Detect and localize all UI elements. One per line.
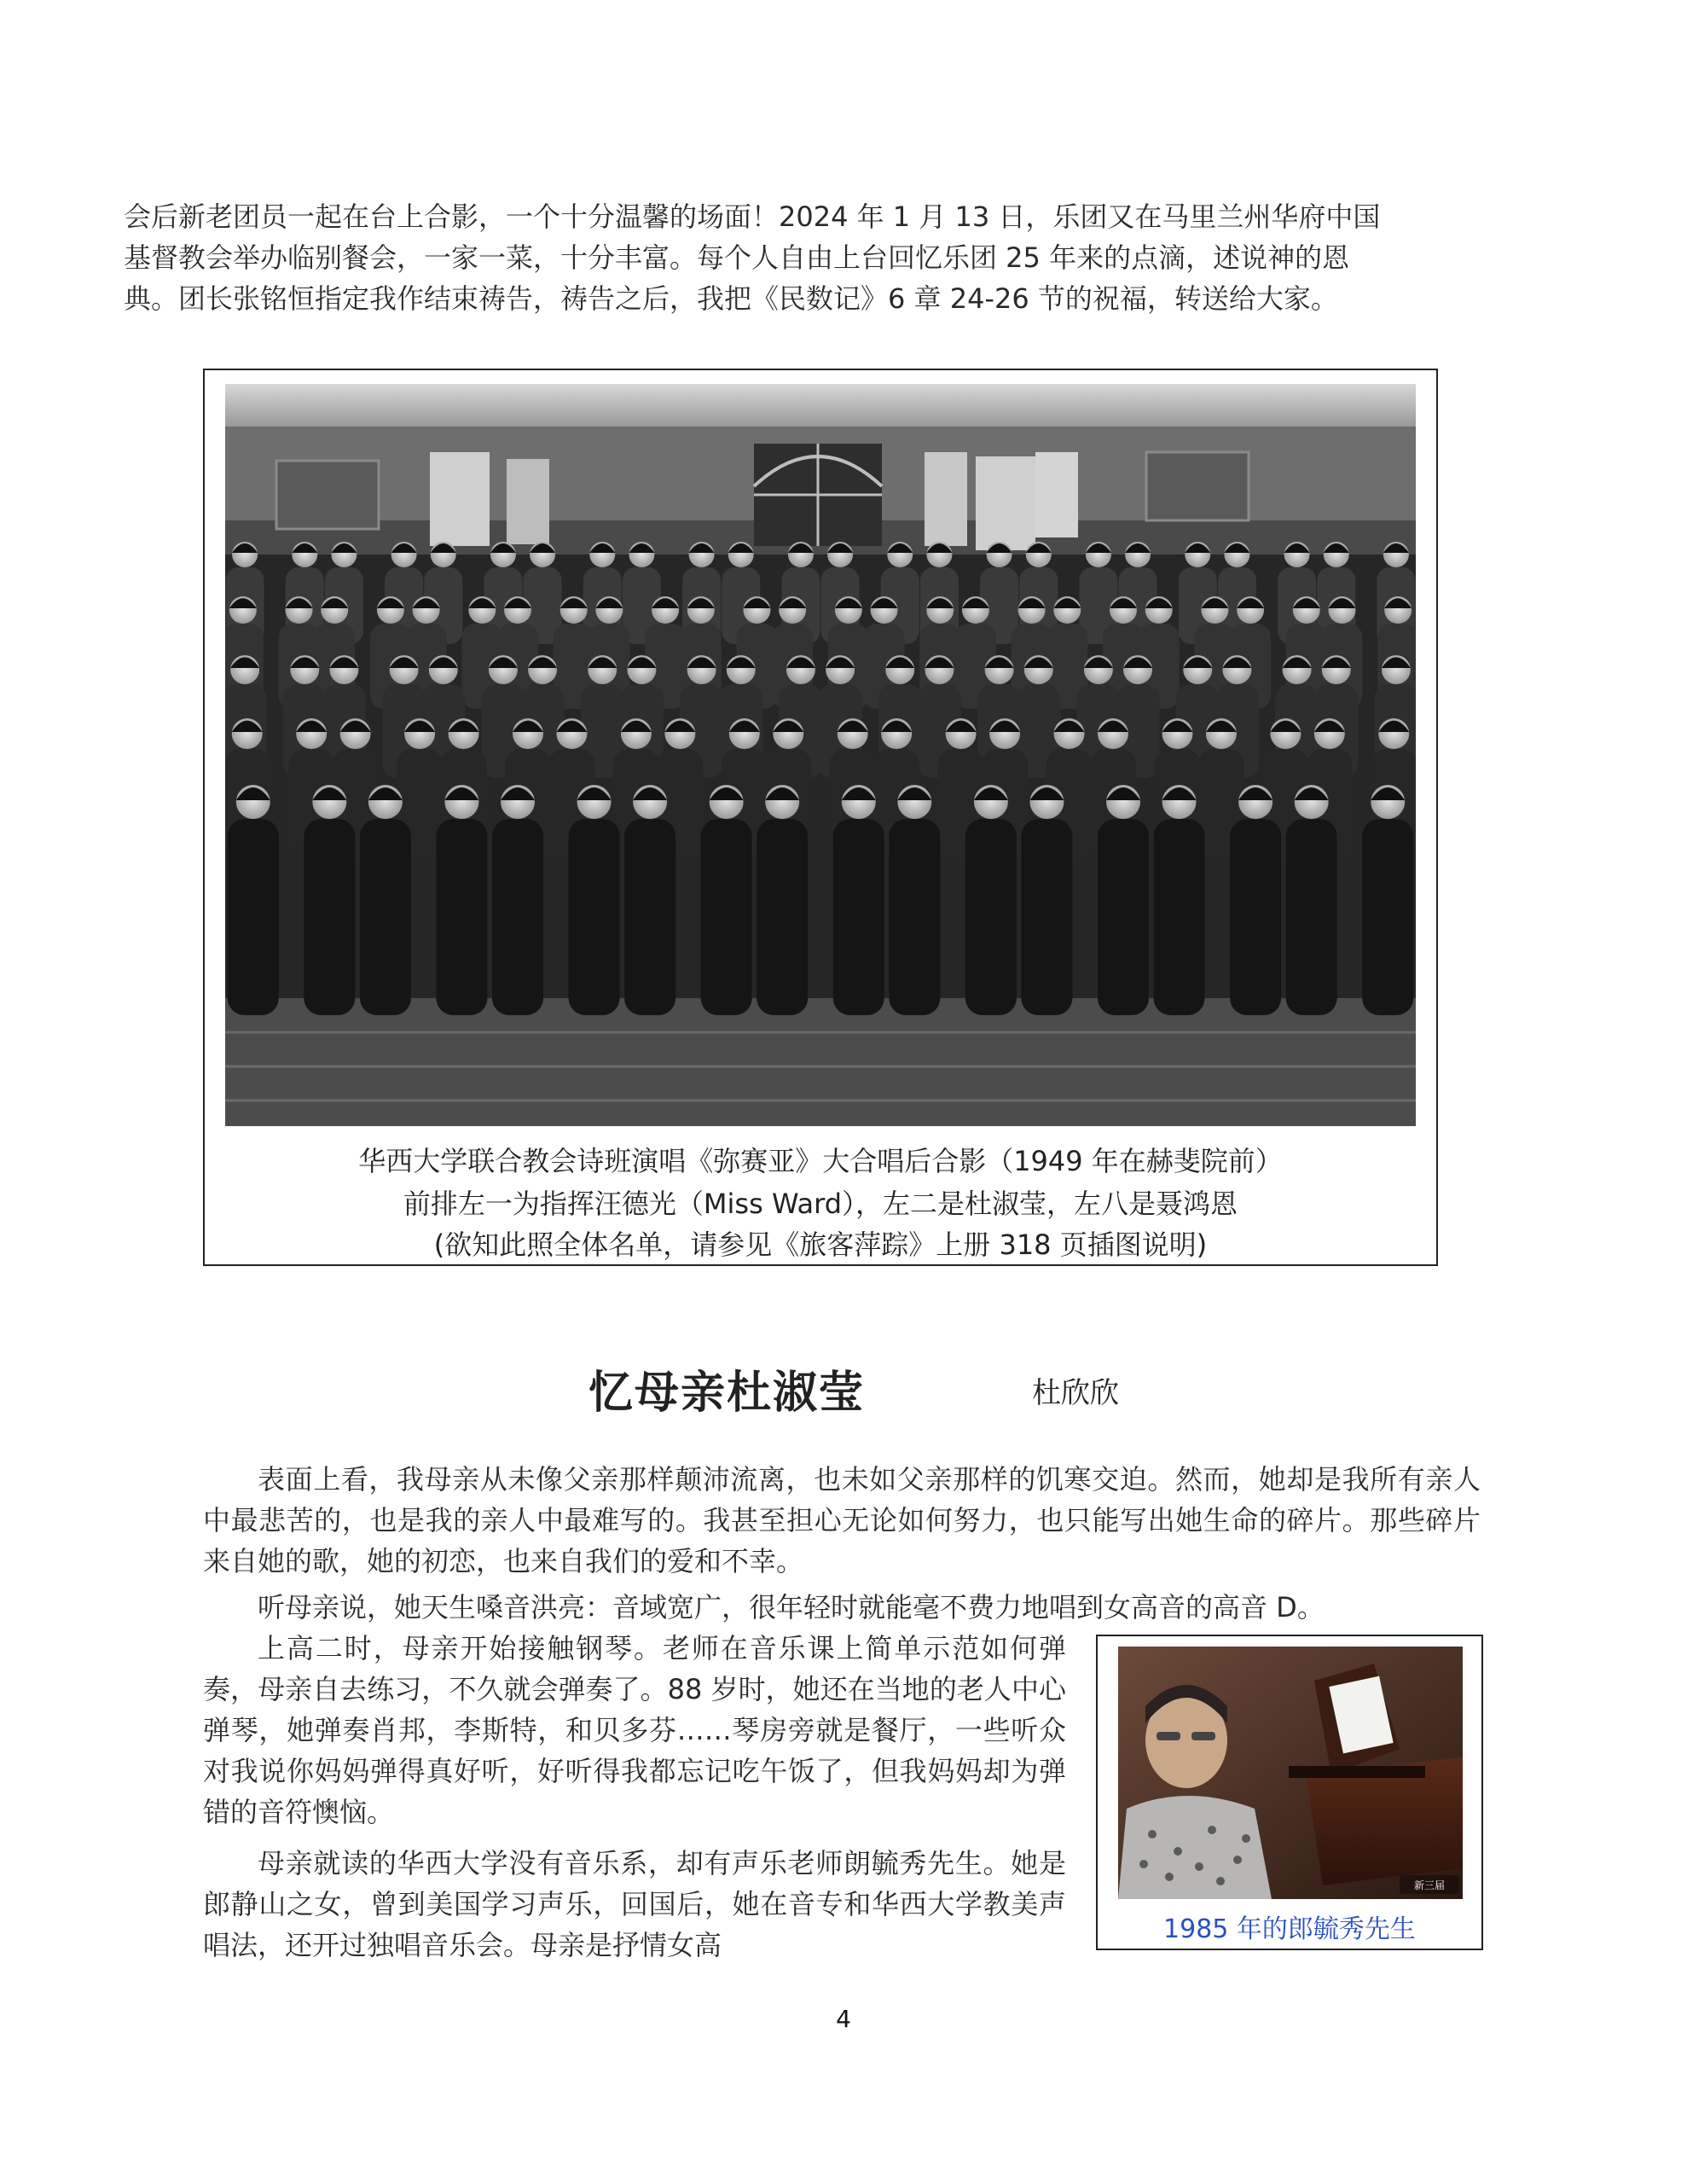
article-paragraph-2: 听母亲说，她天生嗓音洪亮：音域宽广，很年轻时就能毫不费力地唱到女高音的高音 D。 xyxy=(258,1591,1325,1623)
choir-photo xyxy=(225,384,1416,1126)
article-title: 忆母亲杜淑莹 xyxy=(588,1368,866,1419)
intro-line: 基督教会举办临别餐会，一家一菜，十分丰富。每个人自由上台回忆乐团 25 年来的点滴，述说神的恩 xyxy=(124,241,1350,274)
page-number: 4 xyxy=(836,2005,851,2033)
article-paragraph-4: 母亲就读的华西大学没有音乐系，却有声乐老师朗毓秀先生。她是郎静山之女，曾到美国学习声乐，回国后，她在音专和华西大学教美声唱法，还开过独唱音乐会。母亲是抒情女高 xyxy=(203,1847,1066,1961)
photo-caption-line-3: (欲知此照全体名单，请参见《旅客萍踪》上册 318 页插图说明) xyxy=(433,1228,1208,1261)
choir-photo-image xyxy=(225,384,1416,1126)
article-paragraph-1: 表面上看，我母亲从未像父亲那样颠沛流离，也未如父亲那样的饥寒交迫。然而，她却是我所有亲人中最悲苦的，也是我的亲人中最难写的。我甚至担心无论如何努力，也只能写出她生命的碎片。那些碎片来自她的歌，她的初恋，也来自我们的爱和不幸。 xyxy=(203,1463,1481,1577)
piano-photo-image xyxy=(1118,1647,1463,1899)
watermark-text: 新三届 xyxy=(1413,1879,1446,1891)
choir-photo-figure xyxy=(203,369,1438,1266)
intro-line: 会后新老团员一起在台上合影，一个十分温馨的场面！2024 年 1 月 13 日，乐团又在马里兰州华府中国 xyxy=(124,200,1381,233)
intro-line: 典。团长张铭恒指定我作结束祷告，祷告之后，我把《民数记》6 章 24-26 节的祝福，转送给大家。 xyxy=(124,282,1338,315)
piano-photo-caption: 1985 年的郎毓秀先生 xyxy=(1163,1914,1416,1944)
photo-caption-line-1: 华西大学联合教会诗班演唱《弥赛亚》大合唱后合影（1949 年在赫斐院前） xyxy=(358,1145,1283,1177)
intro-paragraph xyxy=(124,196,1488,319)
article-paragraph-3: 上高二时，母亲开始接触钢琴。老师在音乐课上简单示范如何弹奏，母亲自去练习，不久就会弹奏了。88 岁时，她还在当地的老人中心弹琴，她弹奏肖邦，李斯特，和贝多芬……琴房旁就是餐厅，一些听众对我说你妈妈弹得真好听，好听得我都忘记吃午饭了，但我妈妈却为弹错的音符懊恼。 xyxy=(203,1632,1066,1828)
piano-photo-figure xyxy=(1096,1635,1483,1950)
photo-caption-line-2: 前排左一为指挥汪德光（Miss Ward），左二是杜淑莹，左八是聂鸿恩 xyxy=(403,1188,1238,1220)
piano-photo xyxy=(1118,1647,1463,1899)
article-author: 杜欣欣 xyxy=(1032,1376,1119,1410)
